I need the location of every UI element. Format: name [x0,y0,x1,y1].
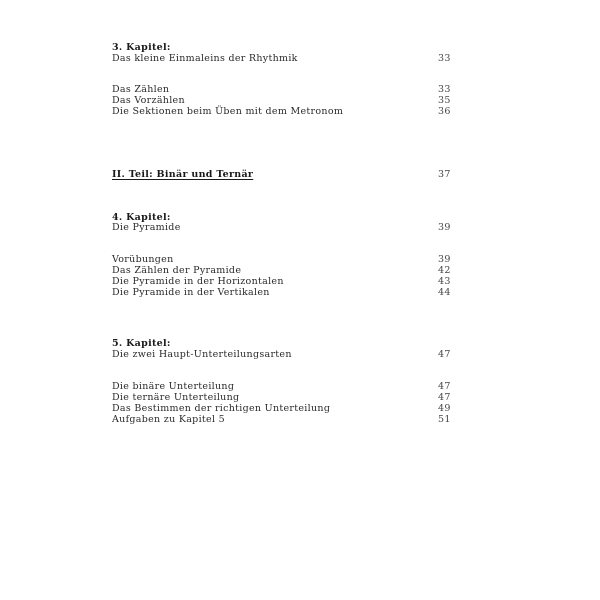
toc-entry-page: 51 [438,414,451,425]
toc-entry-page: 47 [438,392,451,403]
chapter-5-heading: 5. Kapitel: [112,338,171,349]
chapter-4-heading: 4. Kapitel: [112,212,171,223]
part-2-heading: II. Teil: Binär und Ternär [112,169,254,180]
chapter-4-title: Die Pyramide [112,222,181,233]
toc-entry: Die binäre Unterteilung [112,381,235,392]
chapter-5-page: 47 [438,349,451,360]
toc-entry: Die Pyramide in der Vertikalen [112,287,270,298]
part-2-page: 37 [438,169,451,180]
toc-entry: Das Zählen der Pyramide [112,265,242,276]
toc-entry-page: 43 [438,276,451,287]
toc-entry: Das Bestimmen der richtigen Unterteilung [112,403,331,414]
chapter-3-title: Das kleine Einmaleins der Rhythmik [112,53,298,64]
toc-entry: Die Pyramide in der Horizontalen [112,276,284,287]
toc-entry-page: 36 [438,106,451,117]
toc-entry: Die ternäre Unterteilung [112,392,240,403]
toc-entry-page: 33 [438,84,451,95]
toc-entry-page: 44 [438,287,451,298]
chapter-3-heading: 3. Kapitel: [112,42,171,53]
toc-entry-page: 49 [438,403,451,414]
toc-entry: Aufgaben zu Kapitel 5 [112,414,225,425]
toc-entry: Vorübungen [112,254,174,265]
chapter-4-page: 39 [438,222,451,233]
chapter-5-title: Die zwei Haupt-Unterteilungsarten [112,349,292,360]
toc-entry: Das Zählen [112,84,170,95]
toc-entry-page: 47 [438,381,451,392]
toc-entry: Das Vorzählen [112,95,185,106]
toc-entry-page: 42 [438,265,451,276]
toc-entry-page: 39 [438,254,451,265]
toc-entry: Die Sektionen beim Üben mit dem Metronom [112,106,344,117]
toc-entry-page: 35 [438,95,451,106]
chapter-3-page: 33 [438,53,451,64]
